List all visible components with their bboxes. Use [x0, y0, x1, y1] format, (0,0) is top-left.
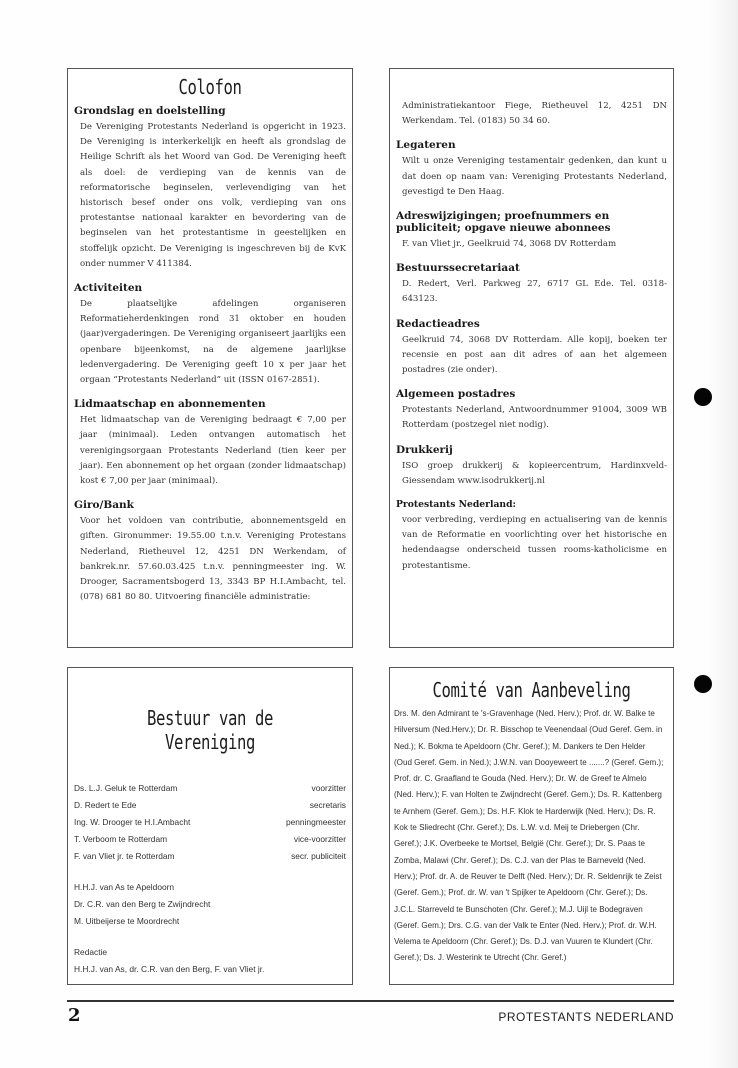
contact-info-box: [389, 68, 674, 648]
member-role: secretaris: [309, 800, 346, 810]
publication-word-1: PROTESTANTS: [498, 1010, 592, 1024]
member-name: D. Redert te Ede: [74, 800, 137, 810]
footer-publication-title: [498, 1010, 674, 1024]
section-body-adreswijzigingen: F. van Vliet jr., Geelkruid 74, 3068 DV Rotterdam: [402, 239, 617, 250]
member-name: Ing. W. Drooger te H.I.Ambacht: [74, 817, 191, 827]
member-role: vice-voorzitter: [293, 834, 346, 844]
section-heading-postadres: Algemeen postadres: [396, 388, 516, 401]
bestuur-member-row: [74, 848, 346, 865]
section-body-legateren: Wilt u onze Vereniging testamentair gedenken, dan kunt u dat doen op naam van: Vereniging Protestants Nederland, gevestigd te Den Haag.: [402, 156, 667, 197]
section-body-activiteiten: De plaatselijke afdelingen organiseren Reformatieherdenkingen rond 31 oktober en houden (jaar)vergaderingen. De Vereniging organiseert jaarlijks een openbare bijeenkomst, na de algemene jaarlijkse ledenvergadering. De Vereniging geeft 10 x per jaar het orgaan “Protestants Nederland” uit (ISSN 0167-2851).: [80, 299, 346, 386]
section-body-drukkerij: ISO groep drukkerij & kopieercentrum, Hardinxveld-Giessendam www.isodrukkerij.nl: [402, 460, 667, 486]
comite-box: [389, 667, 674, 985]
colofon-box: [67, 68, 353, 648]
section-heading-drukkerij: Drukkerij: [396, 443, 453, 456]
bestuur-title: Bestuur van de Vereniging: [146, 706, 274, 754]
bestuur-member-row: [74, 797, 346, 814]
bestuur-box: [67, 667, 353, 985]
bestuur-member-row: [74, 831, 346, 848]
member-name: F. van Vliet jr. te Rotterdam: [74, 851, 175, 861]
member-role: voorzitter: [311, 783, 346, 793]
section-body-grondslag: De Vereniging Protestants Nederland is opgericht in 1923. De Vereniging is interkerkelijk en heeft als grondslag de Heilige Schrift als het Woord van God. De Vereniging heeft als doel: de verdieping van de kennis van de reformatorische beginselen, verlevendiging van het historisch besef onder ons volk, verdieping van ons protestantse nationaal karakter en bevordering van de beginselen van het protestantisme in geestelijken en stoffelijk opzicht. De Vereniging is ingeschreven bij de KvK onder nummer V 411384.: [80, 122, 346, 269]
bestuur-roster: [74, 780, 346, 978]
page-number: 2: [68, 1005, 81, 1026]
member-name: Ds. L.J. Geluk te Rotterdam: [74, 783, 178, 793]
footer-rule: [67, 1000, 674, 1002]
publication-word-2: NEDERLAND: [595, 1010, 674, 1024]
section-body-lidmaatschap: Het lidmaatschap van de Vereniging bedraagt € 7,00 per jaar (minimaal). Leden ontvangen automatisch het verenigingsorgaan Protestants Nederland (tien keer per jaar). Een abonnement op het orgaan (zonder lidmaatschap) kost € 7,00 per jaar (minimaal).: [80, 415, 346, 487]
section-body-bestuurssecretariaat: D. Redert, Verl. Parkweg 27, 6717 GL Ede. Tel. 0318-643123.: [402, 279, 667, 305]
section-heading-bestuurssecretariaat: Bestuurssecretariaat: [396, 262, 520, 275]
bestuur-member-row: [74, 814, 346, 831]
spacer: [74, 930, 346, 944]
punch-hole: [694, 675, 712, 693]
section-body-redactieadres: Geelkruid 74, 3068 DV Rotterdam. Alle kopij, boeken ter recensie en post aan dit adres of aan het algemeen postadres (zie onder).: [402, 334, 667, 376]
section-body-postadres: Protestants Nederland, Antwoordnummer 91004, 3009 WB Rotterdam (postzegel niet nodig).: [402, 405, 667, 431]
section-body-protestants-nederland: voor verbreding, verdieping en actualisering van de kennis van de Reformatie en voorlichting over het historische en hedendaagse onderscheid tussen rooms-katholicisme en protestantisme.: [402, 515, 667, 571]
section-heading-protestants-nederland: Protestants Nederland:: [396, 499, 516, 511]
other-member: M. Uitbeijerse te Moordrecht: [74, 916, 180, 926]
redactie-label: Redactie: [74, 947, 108, 957]
section-heading-lidmaatschap: Lidmaatschap en abonnementen: [74, 398, 266, 411]
punch-hole: [694, 388, 712, 406]
member-name: T. Verboom te Rotterdam: [74, 834, 168, 844]
comite-members-text: Drs. M. den Admirant te 's-Gravenhage (Ned. Herv.); Prof. dr. W. Balke te Hilversum (Ned.Herv.); Dr. R. Bisschop te Veenendaal (Oud Geref. Gem. in Ned.); K. Bokma te Apeldoorn (Chr. Geref.); M. Dankers te Den Helder (Oud Geref. Gem. in Ned.); J.W.N. van Dooyeweert te .......? (Geref. Gem.); Prof. dr. C. Graafland te Gouda (Ned. Herv.); Dr. W. de Greef te Almelo (Ned. Herv.); F. van Holten te Zwijndrecht (Geref. Gem.); Ds. R. Kattenberg te Arnhem (Geref. Gem.); Ds. H.F. Klok te Harderwijk (Ned. Herv.); Ds. R. Kok te Sliedrecht (Chr. Geref.); Ds. L.W. v.d. Meij te Driebergen (Chr. Geref.); J.K. Overbeeke te Mortsel, België (Chr. Geref.); Dr. S. Paas te Zomba, Malawi (Chr. Geref.); Ds. C.J. van der Plas te Barneveld (Ned. Herv.); Prof. dr. A. de Reuver te Delft (Ned. Herv.); Dr. R. Seldenrijk te Zeist (Geref. Gem.); Prof. dr. W. van 't Spijker te Apeldoorn (Chr. Geref.); Ds. J.C.L. Starreveld te Bunschoten (Chr. Geref.); M.J. Uijl te Bodegraven (Geref. Gem.); Drs. C.G. van der Valk te Enter (Ned. Herv.); Prof. dr. W.H. Velema te Apeldoorn (Chr. Geref.); Ds. D.J. van Vuuren te Klundert (Chr. Geref.); Ds. J. Westerink te Utrecht (Chr. Geref.): [394, 709, 664, 963]
section-heading-grondslag: Grondslag en doelstelling: [74, 105, 226, 117]
section-heading-activiteiten: Activiteiten: [74, 282, 143, 295]
section-heading-legateren: Legateren: [396, 139, 456, 152]
member-role: secr. publiciteit: [291, 851, 346, 861]
bestuur-member-row: [74, 780, 346, 797]
section-body-giro: Voor het voldoen van contributie, abonnementsgeld en giften. Gironummer: 19.55.00 t.n.v. Vereniging Protestans Nederland, Rietheuvel 12, 4251 DN Werkendam, of bankrek.nr. 57.60.03.425 t.n.v. penningmeester ing. W. Drooger, Sacramentsbogerd 13, 3343 BP H.I.Ambacht, tel. (078) 681 80 80. Uitvoering financiële administratie:: [80, 516, 346, 603]
section-heading-adreswijzigingen: Adreswijzigingen; proefnummers en publiciteit; opgave nieuwe abonnees: [396, 210, 611, 235]
administratie-intro: Administratiekantoor Fiege, Rietheuvel 12, 4251 DN Werkendam. Tel. (0183) 50 34 60.: [402, 101, 667, 127]
member-role: penningmeester: [285, 817, 346, 827]
page-shadow: [708, 0, 738, 1068]
comite-title: Comité van Aanbeveling: [432, 678, 631, 702]
other-member: Dr. C.R. van den Berg te Zwijndrecht: [74, 899, 211, 909]
section-heading-redactieadres: Redactieadres: [396, 317, 480, 330]
spacer: [74, 865, 346, 879]
other-member: H.H.J. van As te Apeldoorn: [74, 882, 175, 892]
colofon-title: Colofon: [178, 75, 242, 99]
section-heading-giro: Giro/Bank: [74, 499, 134, 512]
redactie-names: H.H.J. van As, dr. C.R. van den Berg, F. van Vliet jr.: [74, 964, 265, 974]
